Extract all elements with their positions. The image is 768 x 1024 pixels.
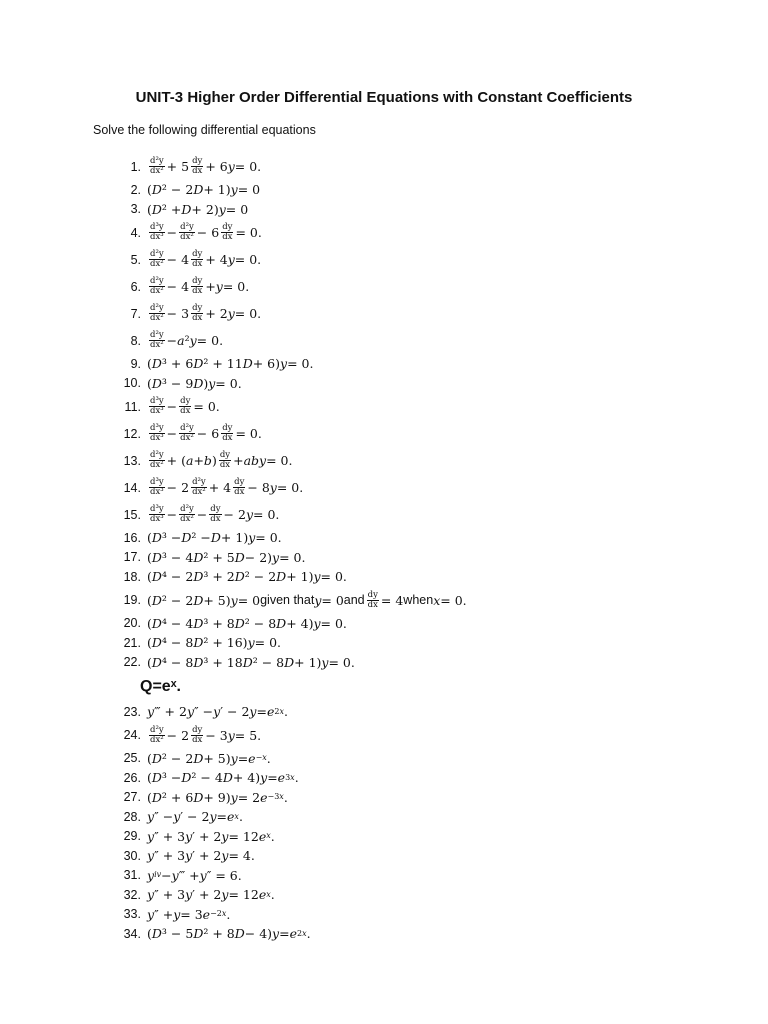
equation-item — [108, 219, 708, 246]
equation-text: y ″ − y ′ − 2 y = e x . — [147, 809, 243, 825]
equation-item — [108, 327, 708, 354]
equation-item — [108, 354, 708, 374]
equation-item — [108, 653, 708, 673]
equation-item — [108, 749, 708, 769]
equation-item — [108, 905, 708, 925]
equation-number: 34. — [123, 926, 141, 941]
equation-text: ( D ³ − D ² − 4 D + 4) y = e 3x . — [147, 770, 299, 786]
equation-number: 13. — [123, 453, 141, 468]
equation-item — [108, 153, 708, 180]
equation-text: $\frac{\text{d³y}}{\text{dx³}}$ − $\frac{dy}{dx}$ = 0. — [150, 396, 220, 416]
instructions: Solve the following differential equations — [93, 123, 316, 137]
equation-number: 10. — [123, 376, 141, 391]
page-title: UNIT-3 Higher Order Differential Equations with Constant Coefficients — [135, 89, 633, 106]
equation-text: ( D ³ − 5 D ² + 8 D − 4) y = e 2x . — [147, 926, 311, 942]
equation-item — [108, 374, 708, 394]
equation-text: ( D ³ − D ² − D + 1) y = 0. — [147, 530, 282, 546]
equation-number: 19. — [123, 593, 141, 607]
equation-number: 5. — [130, 252, 141, 267]
equation-number: 22. — [123, 655, 141, 670]
equation-item — [108, 866, 708, 886]
equation-list — [108, 153, 708, 944]
equation-item — [108, 474, 708, 501]
equation-number: 31. — [123, 868, 141, 883]
equation-number: 28. — [123, 809, 141, 824]
equation-number: 2. — [130, 182, 141, 197]
equation-number: 14. — [123, 480, 141, 495]
equation-text: ( D ³ − 4 D ² + 5 D − 2) y = 0. — [147, 549, 306, 565]
equation-item — [108, 807, 708, 827]
equation-number: 1. — [130, 159, 141, 174]
equation-item — [108, 587, 708, 614]
equation-text: $\frac{\text{d²y}}{\text{dx²}}$ + 5 $\frac{dy}{dx}$ + 6 y = 0. — [150, 156, 262, 176]
equation-item — [108, 885, 708, 905]
equation-number: 23. — [123, 704, 141, 719]
equation-item — [108, 567, 708, 587]
equation-number: 16. — [123, 530, 141, 545]
section-heading-q: Q=eˣ. — [140, 678, 181, 695]
equation-item — [108, 614, 708, 634]
equation-item — [108, 924, 708, 944]
equation-item — [108, 246, 708, 273]
equation-item — [108, 300, 708, 327]
equation-number: 11. — [124, 399, 141, 414]
equation-text: ( D ² + D + 2) y = 0 — [147, 201, 249, 217]
equation-text: $\frac{\text{d³y}}{\text{dx³}}$ − $\frac{\text{d²y}}{\text{dx²}}$ − 6 $\frac{dy}{dx}$ = 0. — [150, 222, 262, 242]
equation-number: 29. — [123, 829, 141, 844]
equation-number: 7. — [130, 306, 141, 321]
equation-text: $\frac{\text{d²y}}{\text{dx²}}$ − a ² y = 0. — [150, 330, 224, 350]
equation-number: 6. — [130, 279, 141, 294]
equation-item — [108, 633, 708, 653]
equation-text: ( D ³ + 6 D ² + 11 D + 6) y = 0. — [147, 356, 314, 372]
equation-number: 20. — [123, 616, 141, 631]
equation-number: 3. — [130, 202, 141, 217]
equation-number: 18. — [123, 569, 141, 584]
equation-text: ( D ⁴ − 2 D ³ + 2 D ² − 2 D + 1) y = 0. — [147, 569, 347, 585]
equation-item — [108, 827, 708, 847]
equation-item — [108, 420, 708, 447]
equation-number: 27. — [123, 790, 141, 805]
equation-item — [108, 846, 708, 866]
equation-text: $\frac{\text{d²y}}{\text{dx²}}$ − 4 $\frac{dy}{dx}$ + y = 0. — [150, 276, 250, 296]
equation-text: $\frac{\text{d²y}}{\text{dx²}}$ − 4 $\frac{dy}{dx}$ + 4 y = 0. — [150, 249, 262, 269]
equation-text: $\frac{\text{d²y}}{\text{dx²}}$ − 2 $\frac{dy}{dx}$ − 3 y = 5. — [150, 724, 262, 745]
equation-text: $\frac{\text{d²y}}{\text{dx²}}$ + ( a + b ) $\frac{dy}{dx}$ + aby = 0. — [150, 450, 293, 470]
equation-text: ( D ⁴ − 8 D ³ + 18 D ² − 8 D + 1) y = 0. — [147, 654, 355, 670]
equation-text: $\frac{\text{d²y}}{\text{dx²}}$ − 3 $\frac{dy}{dx}$ + 2 y = 0. — [150, 303, 262, 323]
equation-number: 12. — [123, 426, 141, 441]
equation-number: 26. — [123, 770, 141, 785]
equation-item — [108, 528, 708, 548]
equation-number: 25. — [123, 751, 141, 766]
equation-text: y ‴ + 2 y ″ − y ′ − 2 y = e 2x . — [147, 704, 288, 720]
equation-text: $\frac{\text{d³y}}{\text{dx³}}$ − 2 $\frac{\text{d²y}}{\text{dx²}}$ + 4 $\frac{dy}{dx}$ − 8 y = 0. — [150, 477, 304, 497]
equation-item — [108, 768, 708, 788]
equation-text: $\frac{\text{d³y}}{\text{dx³}}$ − $\frac{\text{d²y}}{\text{dx²}}$ − $\frac{dy}{dx}$ − 2 y = 0. — [150, 504, 280, 524]
equation-text: y ″ + 3 y ′ + 2 y = 12 e x . — [147, 887, 275, 903]
equation-text: ( D ³ − 9 D ) y = 0. — [147, 375, 242, 391]
equation-number: 4. — [130, 225, 141, 240]
equation-number: 30. — [123, 848, 141, 863]
equation-text: ( D ² − 2 D + 5) y = e −x . — [147, 750, 271, 766]
equation-text: ( D ² − 2 D + 5) y = 0 given that y = 0 and $\frac{dy}{dx}$ = 4 when x = 0. — [147, 589, 467, 610]
equation-item — [108, 273, 708, 300]
equation-item — [108, 702, 708, 722]
equation-number: 24. — [123, 728, 141, 742]
equation-item — [108, 447, 708, 474]
equation-text: y ″ + 3 y ′ + 2 y = 12 e x . — [147, 828, 275, 844]
equation-number: 33. — [123, 907, 141, 922]
equation-number: 8. — [130, 333, 141, 348]
equation-number: 21. — [123, 635, 141, 650]
equation-item — [108, 200, 708, 220]
equation-text: y ″ + 3 y ′ + 2 y = 4. — [147, 848, 255, 864]
equation-item — [108, 501, 708, 528]
equation-item — [108, 548, 708, 568]
equation-text: y ″ + y = 3 e −2x . — [147, 906, 231, 922]
equation-item — [108, 180, 708, 200]
equation-item — [108, 788, 708, 808]
equation-text: ( D ² − 2 D + 1) y = 0 — [147, 182, 261, 198]
equation-text: $\frac{\text{d³y}}{\text{dx³}}$ − $\frac{\text{d²y}}{\text{dx²}}$ − 6 $\frac{dy}{dx}$ = 0. — [150, 423, 262, 443]
equation-number: 32. — [123, 887, 141, 902]
equation-item — [108, 393, 708, 420]
equation-text: y iv − y ‴ + y ″ = 6. — [147, 867, 242, 883]
equation-text: ( D ² + 6 D + 9) y = 2 e −3x . — [147, 789, 288, 805]
equation-text: ( D ⁴ − 4 D ³ + 8 D ² − 8 D + 4) y = 0. — [147, 615, 347, 631]
equation-number: 15. — [123, 507, 141, 522]
equation-item — [108, 722, 708, 749]
equation-number: 9. — [130, 356, 141, 371]
equation-number: 17. — [123, 550, 141, 565]
equation-text: ( D ⁴ − 8 D ² + 16) y = 0. — [147, 635, 281, 651]
